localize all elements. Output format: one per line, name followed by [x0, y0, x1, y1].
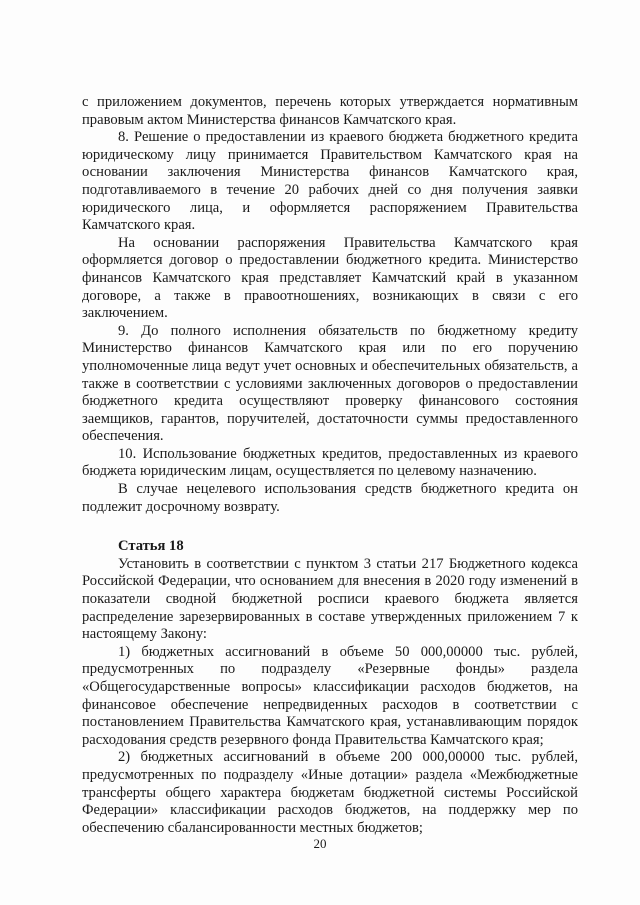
paragraph-item-8: 8. Решение о предоставлении из краевого бюджета бюджетного кредита юридическому лицу принимается Правительством Камчатского края на основании заключения Министерства финансов Камчатского края, подготавливаемого в течение 20 рабочих дней со дня получения заявки юридического лица, и оформляется распоряжением Правительства Камчатского края. [82, 129, 578, 234]
article-heading: Статья 18 [118, 538, 184, 555]
paragraph-item-10: 10. Использование бюджетных кредитов, предоставленных из краевого бюджета юридическим лицам, осуществляется по целевому назначению. [82, 445, 578, 480]
paragraph-contract: На основании распоряжения Правительства Камчатского края оформляется договор о предоставлении бюджетного кредита. Министерство финансов Камчатского края представляет Камчатский край в указанном договоре, а также в правоотношениях, возникающих в связи с его заключением. [82, 234, 578, 322]
article-intro: Установить в соответствии с пунктом 3 статьи 217 Бюджетного кодекса Российской Федерации, что основанием для внесения в 2020 году изменений в показатели сводной бюджетной росписи краевого бюджета является распределение зарезервированных в составе утвержденных приложением 7 к настоящему Закону: [82, 555, 578, 643]
article-item-2: 2) бюджетных ассигнований в объеме 200 000,00000 тыс. рублей, предусмотренных по подразделу «Иные дотации» раздела «Межбюджетные трансферты общего характера бюджетам бюджетной системы Российской Федерации» классификации расходов бюджетов, на поддержку мер по обеспечению сбалансированности местных бюджетов; [82, 749, 578, 836]
page-number: 20 [313, 836, 327, 851]
paragraph-misuse: В случае нецелевого использования средств бюджетного кредита он подлежит досрочному возврату. [82, 481, 578, 515]
paragraph-item-9: 9. До полного исполнения обязательств по бюджетному кредиту Министерство финансов Камчатского края или по его поручению уполномоченные лица ведут учет основных и обеспечительных обязательств, а также в соответствии с условиями заключенных договоров о предоставлении бюджетного кредита осуществляют проверку финансового состояния заемщиков, гарантов, поручителей, достаточности суммы предоставленного обеспечения. [82, 322, 578, 445]
article-item-1: 1) бюджетных ассигнований в объеме 50 000,00000 тыс. рублей, предусмотренных по подразделу «Резервные фонды» раздела «Общегосударственные вопросы» классификации расходов бюджетов, на финансовое обеспечение непредвиденных расходов в соответствии с постановлением Правительства Камчатского края, устанавливающим порядок расходования средств резервного фонда Правительства Камчатского края; [82, 643, 578, 748]
paragraph-continuation: с приложением документов, перечень которых утверждается нормативным правовым актом Министерства финансов Камчатского края. [82, 94, 578, 128]
